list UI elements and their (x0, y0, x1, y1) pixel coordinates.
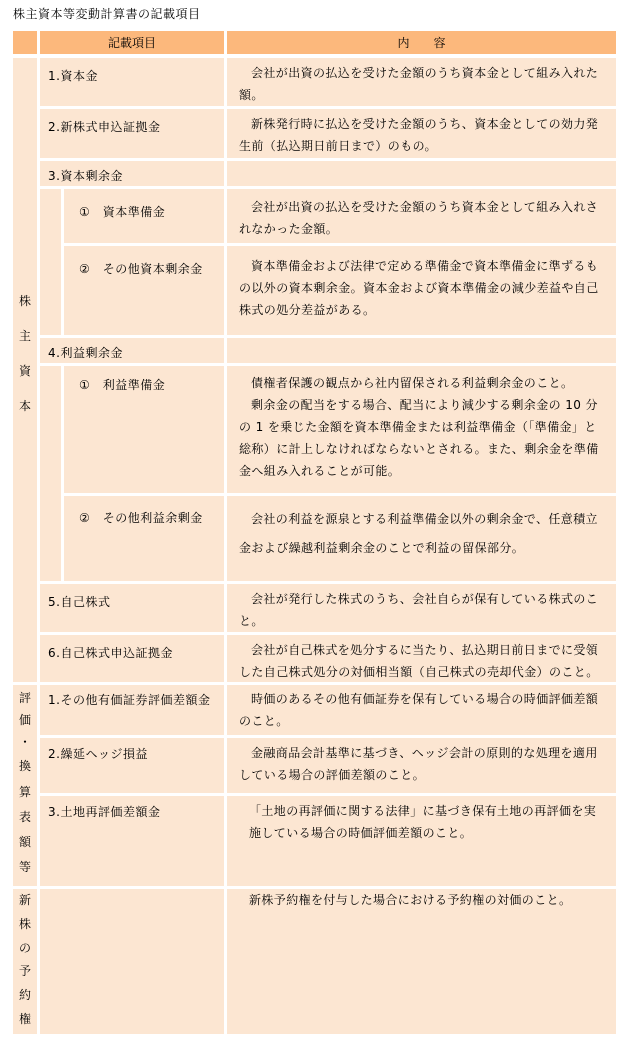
row-content-treasury-stock: 会社が発行した株式のうち、会社自らが保有している株式のこと。 (227, 584, 616, 632)
group-char: 新 (18, 893, 31, 907)
legal-retained-text-1: 債権者保護の観点から社内留保される利益剰余金のこと。 (251, 376, 574, 390)
row-label-legal-retained: ① 利益準備金 (64, 366, 224, 493)
row-content-treasury-deposit: 会社が自己株式を処分するに当たり、払込期日前日までに受領した自己株式処分の対価相当額（自己株式の売却代金）のこと。 (227, 635, 616, 682)
group-char: 評 (18, 691, 31, 705)
row-label-securities-valuation: 1.その他有価証券評価差額金 (40, 685, 224, 735)
row-content-retained-earnings (227, 338, 616, 363)
group-char: 予 (18, 964, 31, 979)
group-char: 額 (18, 835, 31, 849)
row-label-subscription-rights (40, 889, 224, 1034)
row-content-hedge: 金融商品会計基準に基づき、ヘッジ会計の原則的な処理を適用している場合の評価差額のこと。 (227, 738, 616, 793)
group-char: 株 (18, 916, 31, 931)
group-char: 権 (18, 1012, 31, 1027)
row-label-other-capital-surplus: ② その他資本剰余金 (64, 246, 224, 335)
group-char: 算 (18, 785, 31, 799)
group-char: 換 (18, 759, 31, 773)
group-char: 資 (18, 364, 31, 378)
group-char: 主 (18, 329, 31, 343)
row-label-retained-earnings: 4.利益剰余金 (40, 338, 224, 363)
legal-retained-text-2: 剰余金の配当をする場合、配当により減少する剰余金の 10 分の 1 を乗じた金額を資本準備金または利益準備金（「準備金」と総称）に計上しなければならないとされる。また、剰余金を準備金へ組み入れることが可能。 (239, 398, 599, 478)
row-label-capital-reserve: ① 資本準備金 (64, 189, 224, 243)
row-content-capital-surplus (227, 161, 616, 186)
group-shareholders-equity (13, 58, 37, 682)
row-label-treasury-deposit: 6.自己株式申込証拠金 (40, 635, 224, 682)
row-content-new-share-deposit: 新株発行時に払込を受けた金額のうち、資本金としての効力発生前（払込期日前日まで）のもの。 (227, 109, 616, 158)
row-content-subscription-rights: 新株予約権を付与した場合における予約権の対価のこと。 (227, 889, 616, 1034)
group-subscription-rights (13, 889, 37, 1034)
header-item: 記載項目 (40, 31, 224, 54)
group-char: ・ (18, 735, 31, 749)
row-content-capital: 会社が出資の払込を受けた金額のうち資本金として組み入れた額。 (227, 58, 616, 106)
row-label-hedge: 2.繰延ヘッジ損益 (40, 738, 224, 793)
page-title: 株主資本等変動計算書の記載項目 (13, 7, 201, 21)
header-content: 内 容 (227, 31, 616, 54)
group-char: 等 (18, 860, 31, 874)
row-content-land-revaluation: 「土地の再評価に関する法律」に基づき保有土地の再評価を実施している場合の時価評価差額のこと。 (227, 796, 616, 886)
row-content-securities-valuation: 時価のあるその他有価証券を保有している場合の時価評価差額のこと。 (227, 685, 616, 735)
indent-retained-earnings (40, 366, 61, 581)
row-label-other-retained: ② その他利益余剰金 (64, 496, 224, 581)
group-char: 表 (18, 810, 31, 824)
row-content-capital-reserve: 会社が出資の払込を受けた金額のうち資本金として組み入れされなかった金額。 (227, 189, 616, 243)
indent-capital-surplus (40, 189, 61, 335)
row-content-legal-retained (227, 366, 616, 493)
group-char: 株 (18, 294, 31, 308)
row-content-other-capital-surplus: 資本準備金および法律で定める準備金で資本準備金に準ずるもの以外の資本剰余金。資本金および資本準備金の減少差益や自己株式の処分差益がある。 (227, 246, 616, 335)
row-label-new-share-deposit: 2.新株式申込証拠金 (40, 109, 224, 158)
group-char: 価 (18, 713, 31, 727)
group-char: 本 (18, 399, 31, 413)
row-content-other-retained: 会社の利益を源泉とする利益準備金以外の剰余金で、任意積立金および繰越利益剰余金のことで利益の留保部分。 (227, 496, 616, 581)
row-label-treasury-stock: 5.自己株式 (40, 584, 224, 632)
group-char: 約 (18, 988, 31, 1003)
group-valuation (13, 685, 37, 886)
row-label-capital-surplus: 3.資本剰余金 (40, 161, 224, 186)
row-label-land-revaluation: 3.土地再評価差額金 (40, 796, 224, 886)
row-label-capital: 1.資本金 (40, 58, 224, 106)
group-char: の (18, 940, 31, 955)
header-corner (13, 31, 37, 54)
